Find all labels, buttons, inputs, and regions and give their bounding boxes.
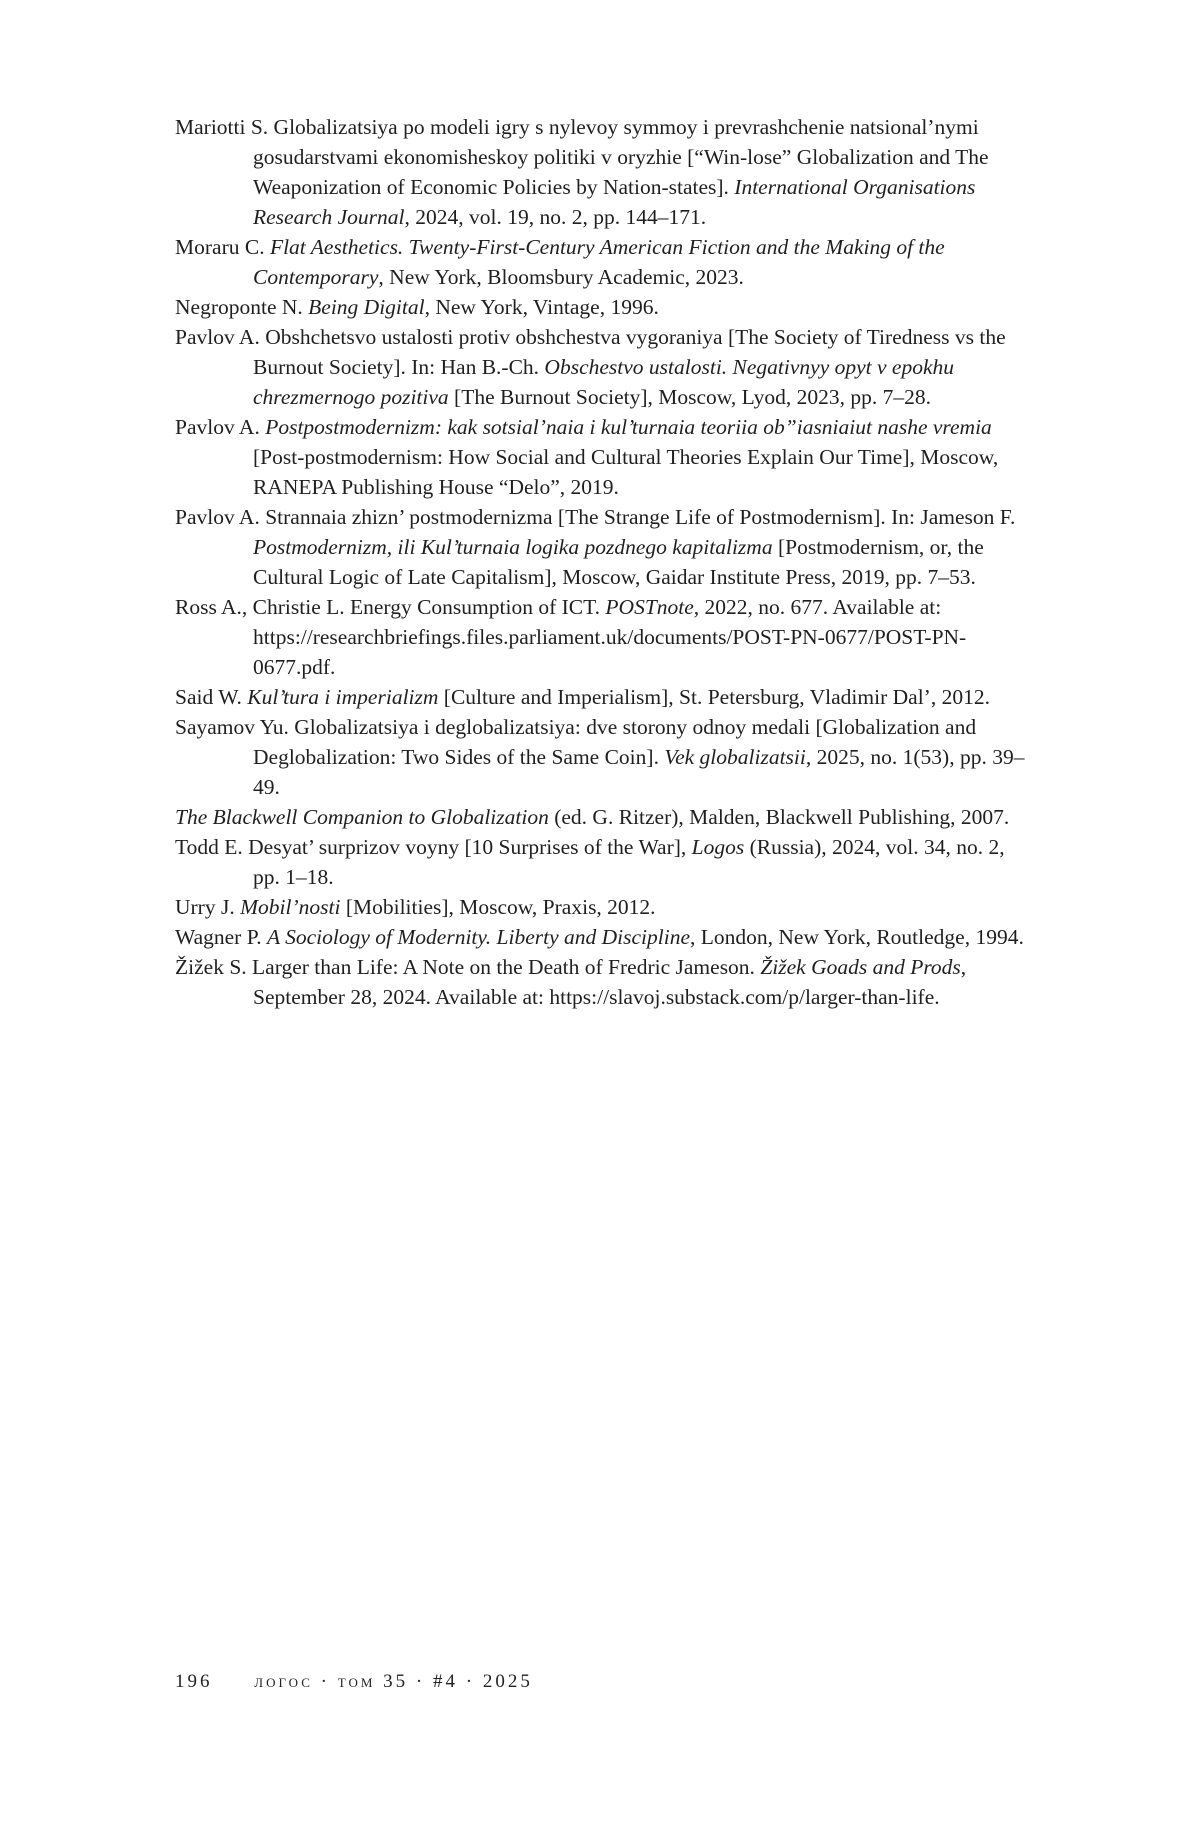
reference-text: [Postmodernism, or, the Cultural Logic of Late Capitalism], Moscow, Gaidar Institute Press, 2019, pp. 7–53. [253,535,984,589]
reference-entry [175,502,1027,592]
reference-text: Wagner P. [175,925,268,949]
page-number: 196 [175,1671,213,1692]
reference-text: , London, New York, Routledge, 1994. [690,925,1024,949]
reference-text: Negroponte N. [175,295,309,319]
reference-text: Todd E. Desyat’ surprizov voyny [10 Surprises of the War], [175,835,692,859]
reference-list [175,112,1027,1012]
reference-entry [175,232,1027,292]
running-head: логос · том 35 · #4 · 2025 [254,1671,533,1692]
reference-entry [175,112,1027,232]
reference-title-italic: POSTnote [605,595,694,619]
reference-entry [175,952,1027,1012]
page-footer [175,1671,533,1693]
reference-title-italic: Vek globalizatsii [664,745,806,769]
reference-text: , New York, Bloomsbury Academic, 2023. [378,265,744,289]
reference-text: Said W. [175,685,248,709]
reference-title-italic: Kul’tura i imperializm [247,685,439,709]
reference-title-italic: Postpostmodernizm: kak sotsial’naia i kul’turnaia teoriia ob”iasniaiut nashe vremia [265,415,992,439]
reference-entry [175,832,1027,892]
reference-text: Pavlov A. Strannaia zhizn’ postmodernizma [The Strange Life of Postmodernism]. In: Jameson F. [175,505,1016,529]
reference-entry [175,592,1027,682]
reference-text: , 2024, vol. 19, no. 2, pp. 144–171. [404,205,707,229]
reference-title-italic: The Blackwell Companion to Globalization [175,805,549,829]
reference-entry [175,412,1027,502]
reference-text: [Mobilities], Moscow, Praxis, 2012. [340,895,656,919]
reference-text: , New York, Vintage, 1996. [424,295,659,319]
reference-entry [175,682,1027,712]
reference-entry [175,292,1027,322]
reference-text: Urry J. [175,895,241,919]
reference-text: , September 28, 2024. Available at: https://slavoj.substack.com/p/larger-than-life. [253,955,967,1009]
reference-text: Sayamov Yu. Globalizatsiya i deglobalizatsiya: dve storony odnoy medali [Globalization and Deglobalization: Two Sides of the Same Coin]. [175,715,977,769]
reference-title-italic: International Organisations Research Journal [253,175,976,229]
reference-title-italic: A Sociology of Modernity. Liberty and Discipline [267,925,690,949]
reference-text: Ross A., Christie L. Energy Consumption of ICT. [175,595,606,619]
reference-entry [175,322,1027,412]
reference-text: [Post-postmodernism: How Social and Cultural Theories Explain Our Time], Moscow, RANEPA Publishing House “Delo”, 2019. [253,445,999,499]
reference-entry [175,712,1027,802]
reference-text: [The Burnout Society], Moscow, Lyod, 2023, pp. 7–28. [448,385,931,409]
reference-text: , 2025, no. 1(53), pp. 39–49. [253,745,1025,799]
reference-text: Pavlov A. Obshchetsvo ustalosti protiv obshchestva vygoraniya [The Society of Tiredness vs the Burnout Society]. In: Han B.-Ch. [175,325,1006,379]
reference-title-italic: Žižek Goads and Prods [760,955,961,979]
reference-entry [175,802,1027,832]
reference-text: Mariotti S. Globalizatsiya po modeli igry s nylevoy symmoy i prevrashchenie natsional’nymi gosudarstvami ekonomisheskoy politiki v oryzhie [“Win-lose” Globalization and The Weaponization of Economic Policies by Nation-states]. [175,115,989,199]
reference-text: , 2022, no. 677. Available at: https://researchbriefings.files.parliament.uk/documents/POST-PN-0677/POST-PN-0677.pdf. [253,595,967,679]
reference-text: (Russia), 2024, vol. 34, no. 2, pp. 1–18. [253,835,1005,889]
reference-title-italic: Logos [691,835,745,859]
reference-title-italic: Flat Aesthetics. Twenty-First-Century American Fiction and the Making of the Contemporary [253,235,945,289]
reference-entry [175,892,1027,922]
reference-text: Žižek S. Larger than Life: A Note on the Death of Fredric Jameson. [175,955,761,979]
reference-text: [Culture and Imperialism], St. Petersburg, Vladimir Dal’, 2012. [438,685,990,709]
reference-entry [175,922,1027,952]
reference-title-italic: Obschestvo ustalosti. Negativnyy opyt v epokhu chrezmernogo pozitiva [253,355,955,409]
reference-text: Pavlov A. [175,415,266,439]
reference-title-italic: Being Digital [308,295,425,319]
reference-text: (ed. G. Ritzer), Malden, Blackwell Publishing, 2007. [548,805,1010,829]
reference-title-italic: Postmodernizm, ili Kul’turnaia logika pozdnego kapitalizma [253,535,773,559]
reference-text: Moraru C. [175,235,270,259]
reference-title-italic: Mobil’nosti [240,895,341,919]
